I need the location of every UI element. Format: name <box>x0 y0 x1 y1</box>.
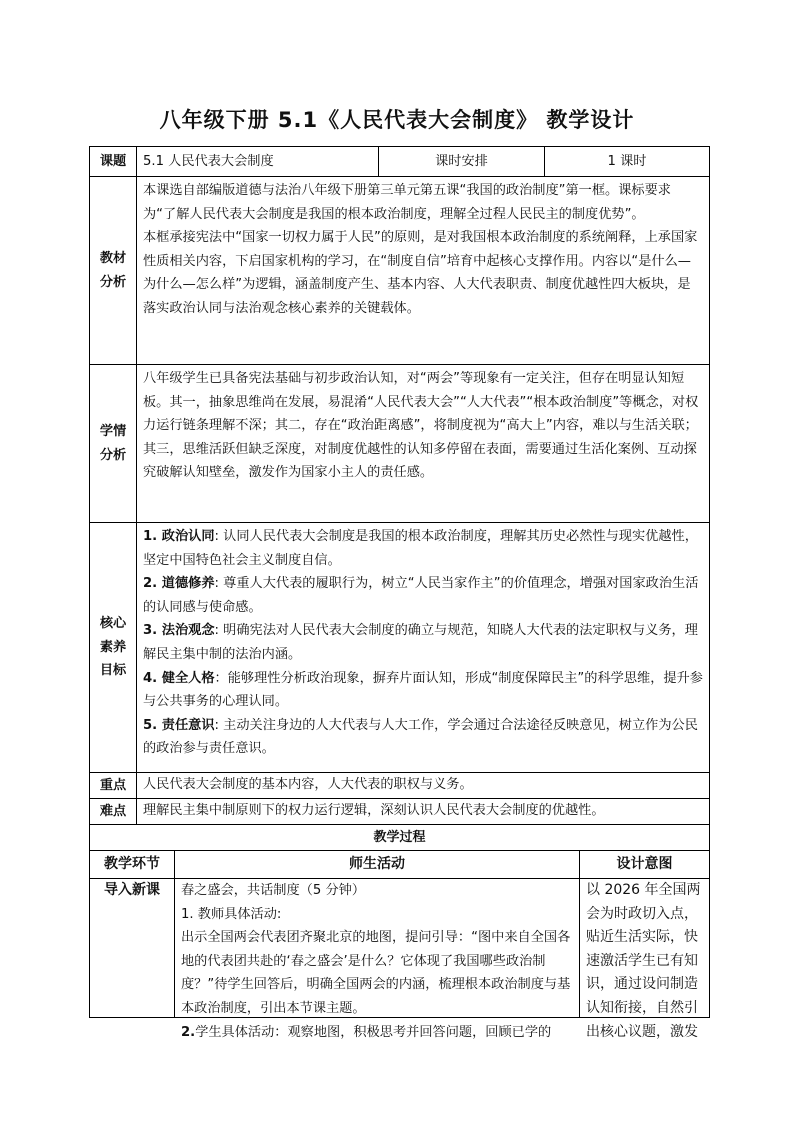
learner-label: 学情 分析 <box>90 365 137 523</box>
schedule-label: 课时安排 <box>379 147 545 177</box>
process-table <box>89 850 710 1040</box>
difficult-point-row <box>90 799 710 825</box>
schedule-value: 1 课时 <box>545 147 710 177</box>
core-goals-row <box>90 523 710 773</box>
goal-item: 5. 责任意识: 主动关注身边的人大代表与人大工作，学会通过合法途径反映意见，树立作为公民的政治参与责任意识。 <box>143 717 698 757</box>
material-label: 教材 分析 <box>90 177 137 365</box>
process-header-row <box>90 851 710 879</box>
intro-row <box>90 879 710 1018</box>
learner-analysis-text: 八年级学生已具备宪法基础与初步政治认知，对“两会”等现象有一定关注，但存在明显认知短板。其一，抽象思维尚在发展，易混淆“人民代表大会”“人大代表”“根本政治制度”等概念，对权力运行链条理解不深；其二，存在“政治距离感”，将制度视为“高大上”内容，难以与生活关联；其三，思维活跃但缺乏深度，对制度优越性的认知多停留在表面，需要通过生活化案例、互动探究破解认知壁垒，激发作为国家小主人的责任感。 <box>137 365 710 523</box>
key-point-text: 人民代表大会制度的基本内容，人大代表的职权与义务。 <box>137 773 710 799</box>
intro-stage: 导入新课 <box>90 879 175 1018</box>
process-heading: 教学过程 <box>90 825 710 851</box>
col-intent-header: 设计意图 <box>580 851 710 879</box>
difficult-point-text: 理解民主集中制原则下的权力运行逻辑，深刻认识人民代表大会制度的优越性。 <box>137 799 710 825</box>
goal-item: 1. 政治认同: 认同人民代表大会制度是我国的根本政治制度，理解其历史必然性与现实优越性，坚定中国特色社会主义制度自信。 <box>143 529 698 568</box>
key-point-row <box>90 773 710 799</box>
goal-item: 2. 道德修养: 尊重人大代表的履职行为，树立“人民当家作主”的价值理念，增强对国家政治生活的认同感与使命感。 <box>143 576 699 615</box>
col-activity-header: 师生活动 <box>175 851 580 879</box>
key-point-label: 重点 <box>90 773 137 799</box>
material-analysis-text <box>137 177 710 365</box>
core-goals-list <box>137 523 710 773</box>
lesson-plan-table <box>89 146 710 851</box>
topic-label: 课题 <box>90 147 137 177</box>
intro-activity: 春之盛会，共话制度（5 分钟） 1. 教师具体活动: 出示全国两会代表团齐聚北京的地图，提问引导：“图中来自全国各地的代表团共赴的‘春之盛会’是什么？它体现了我国哪些政治制度？”待学生回答后，明确全国两会的内涵，梳理根本政治制度与基本政治制度，引出本节课主题。 2.学生具体活动：观察地图，积极思考并回答问题，回顾已学的 <box>175 879 580 1018</box>
learner-analysis-row <box>90 365 710 523</box>
topic-row <box>90 147 710 177</box>
process-heading-row <box>90 825 710 851</box>
material-paragraph-2: 本框承接宪法中“国家一切权力属于人民”的原则，是对我国根本政治制度的系统阐释，上承国家性质相关内容，下启国家机构的学习，在“制度自信”培育中起核心支撑作用。内容以“是什么—为什么—怎么样”为逻辑，涵盖制度产生、基本内容、人大代表职责、制度优越性四大板块，是落实政治认同与法治观念核心素养的关键载体。 <box>143 230 698 316</box>
material-paragraph-1: 本课选自部编版道德与法治八年级下册第三单元第五课“我国的政治制度”第一框。课标要求为“了解人民代表大会制度是我国的根本政治制度，理解全过程人民民主的制度优势”。 <box>143 183 671 222</box>
intro-intent: 以 2026 年全国两会为时政切入点，贴近生活实际，快速激活学生已有知识，通过设问制造认知衔接，自然引出核心议题，激发 <box>580 879 710 1018</box>
goal-item: 3. 法治观念: 明确宪法对人民代表大会制度的确立与规范，知晓人大代表的法定职权与义务，理解民主集中制的法治内涵。 <box>143 623 698 662</box>
topic-value: 5.1 人民代表大会制度 <box>137 147 379 177</box>
difficult-point-label: 难点 <box>90 799 137 825</box>
goal-item: 4. 健全人格：能够理性分析政治现象，摒弃片面认知，形成“制度保障民主”的科学思维，提升参与公共事务的心理认同。 <box>143 670 703 710</box>
col-stage-header: 教学环节 <box>90 851 175 879</box>
material-analysis-row <box>90 177 710 365</box>
document-title: 八年级下册 5.1《人民代表大会制度》 教学设计 <box>159 108 635 132</box>
goals-label: 核心 素养 目标 <box>90 523 137 773</box>
